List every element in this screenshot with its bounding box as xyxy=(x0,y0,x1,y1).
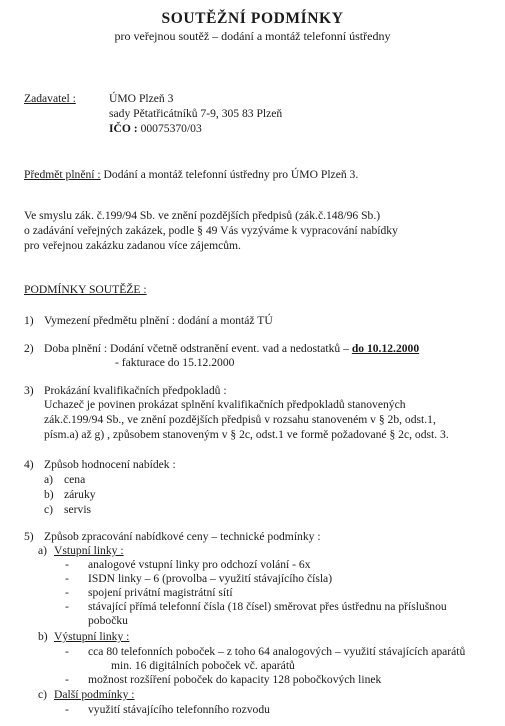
item5a-letter: a) xyxy=(38,544,48,557)
item3-number: 3) xyxy=(24,384,34,397)
zadavatel-name: ÚMO Plzeň 3 xyxy=(109,92,174,105)
ico-value: 00075370/03 xyxy=(140,122,202,135)
bullet-dash: - xyxy=(65,600,69,613)
item2-number: 2) xyxy=(24,342,34,355)
item4-option-letter: c) xyxy=(44,503,54,516)
bullet-dash: - xyxy=(65,703,69,716)
item2-line xyxy=(44,342,419,355)
bullet-dash: - xyxy=(65,558,69,571)
item5c-letter: c) xyxy=(38,688,48,701)
bullet-dash: - xyxy=(65,572,69,585)
item4-heading: Způsob hodnocení nabídek : xyxy=(44,458,176,471)
item5b-bullet: možnost rozšíření poboček do kapacity 128 pobočkových linek xyxy=(88,673,382,686)
document-subtitle: pro veřejnou soutěž – dodání a montáž telefonní ústředny xyxy=(114,29,391,43)
item5b-bullet-continuation: min. 16 digitálních poboček vč. aparátů xyxy=(111,659,295,672)
item1-number: 1) xyxy=(24,314,34,327)
item5a-bullet-continuation: pobočku xyxy=(88,614,128,627)
item4-option-letter: a) xyxy=(44,473,54,486)
bullet-dash: - xyxy=(65,673,69,686)
item2-deadline: do 10.12.2000 xyxy=(351,342,420,355)
zadavatel-label: Zadavatel : xyxy=(24,92,76,105)
item2-invoice: - fakturace do 15.12.2000 xyxy=(115,356,235,369)
item5c-label: Další podmínky : xyxy=(54,688,135,701)
item5-number: 5) xyxy=(24,530,34,543)
item4-option-text: cena xyxy=(64,473,86,486)
item4-number: 4) xyxy=(24,458,34,471)
intro-line-2: o zadávání veřejných zakázek, podle § 49 Vás vyzýváme k vypracování nabídky xyxy=(24,224,398,237)
intro-line-3: pro veřejnou zakázku zadanou více zájemcům. xyxy=(24,239,241,252)
item5-heading: Způsob zpracování nabídkové ceny – technické podmínky : xyxy=(44,530,321,543)
bullet-dash: - xyxy=(65,645,69,658)
item1-text: Vymezení předmětu plnění : dodání a montáž TÚ xyxy=(44,314,273,327)
ico-label: IČO : xyxy=(109,122,138,135)
item4-option-letter: b) xyxy=(44,488,54,501)
item4-option-text: záruky xyxy=(64,488,96,501)
item3-line-1: Uchazeč je povinen prokázat splnění kvalifikačních předpokladů stanovených xyxy=(44,398,406,411)
item2-label: Doba plnění : xyxy=(44,342,108,355)
item5b-label: Výstupní linky : xyxy=(54,630,130,643)
item5b-letter: b) xyxy=(38,630,48,643)
item5a-bullet: spojení privátní magistrátní sítí xyxy=(88,586,233,599)
item2-text: Dodání včetně odstranění event. vad a nedostatků – xyxy=(110,342,349,355)
item3-line-3: písm.a) až g) , způsobem stanoveným v § 2c, odst.1 ve formě požadované § 2c, odst. 3. xyxy=(44,428,449,441)
predmet-text: Dodání a montáž telefonní ústředny pro ÚMO Plzeň 3. xyxy=(103,168,359,181)
intro-line-1: Ve smyslu zák. č.199/94 Sb. ve znění pozdějších předpisů (zák.č.148/96 Sb.) xyxy=(24,209,381,222)
conditions-heading: PODMÍNKY SOUTĚŽE : xyxy=(24,283,147,296)
predmet-line xyxy=(24,168,358,181)
zadavatel-address: sady Pětatřicátníků 7-9, 305 83 Plzeň xyxy=(109,107,283,120)
bullet-dash: - xyxy=(65,586,69,599)
item5b-bullet: cca 80 telefonních poboček – z toho 64 analogových – využití stávajících aparátů xyxy=(88,645,466,658)
item5c-bullet: využití stávajícího telefonního rozvodu xyxy=(88,703,270,716)
item3-line-2: zák.č.199/94 Sb., ve znění pozdějších předpisů v rozsahu stanoveném v § 2b, odst.1, xyxy=(44,413,436,426)
item5a-bullet: ISDN linky – 6 (provolba – využití stávajícího čísla) xyxy=(88,572,333,585)
document-title: SOUTĚŽNÍ PODMÍNKY xyxy=(161,10,344,27)
item3-heading: Prokázání kvalifikačních předpokladů : xyxy=(44,384,227,397)
item5a-label: Vstupní linky : xyxy=(54,544,124,557)
zadavatel-ico xyxy=(109,122,202,135)
item4-option-text: servis xyxy=(64,503,92,516)
item5a-bullet: analogové vstupní linky pro odchozí volání - 6x xyxy=(88,558,311,571)
predmet-label: Předmět plnění : xyxy=(24,168,101,181)
item5a-bullet: stávající přímá telefonní čísla (18 čísel) směrovat přes ústřednu na příslušnou xyxy=(88,600,447,613)
